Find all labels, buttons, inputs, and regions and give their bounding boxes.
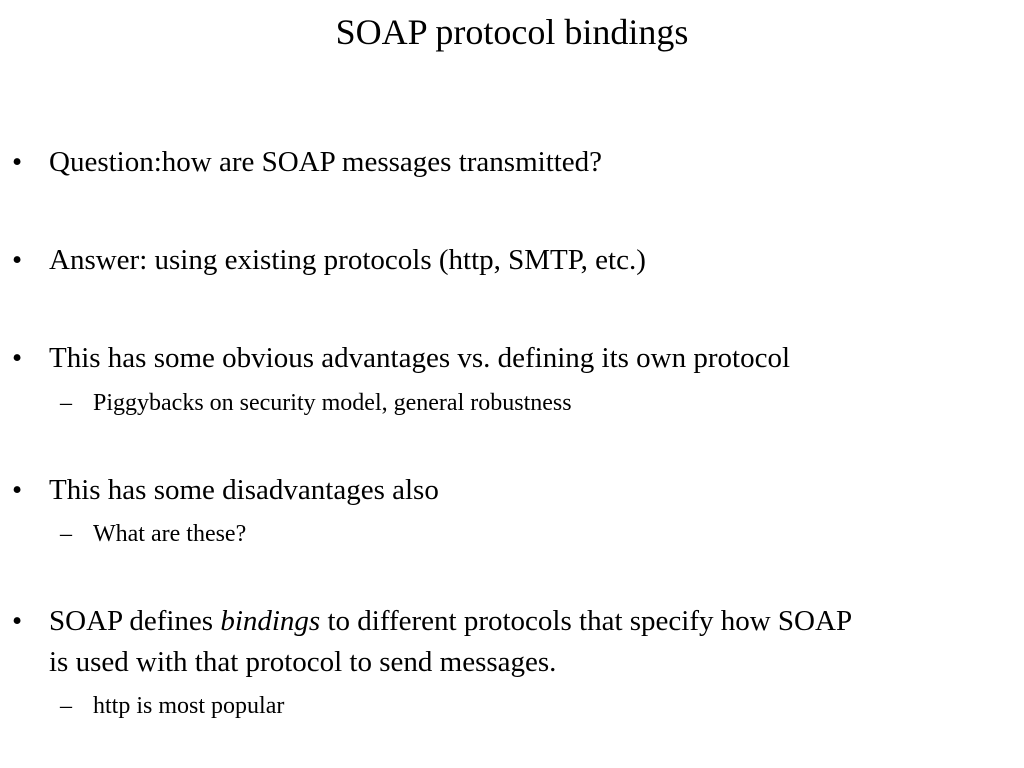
bullet-marker: • bbox=[12, 474, 23, 506]
bullet-marker: • bbox=[12, 342, 23, 374]
sub-bullet-marker: – bbox=[60, 521, 72, 547]
emphasized-term: bindings bbox=[220, 605, 321, 637]
bullet-text: This has some disadvantages also bbox=[49, 474, 439, 506]
sub-bullet-text: http is most popular bbox=[93, 693, 285, 719]
sub-bullet-text: What are these? bbox=[93, 521, 247, 547]
sub-bullet-text: Piggybacks on security model, general robustness bbox=[93, 390, 572, 416]
bullet-text: Answer: using existing protocols (http, SMTP, etc.) bbox=[49, 244, 646, 276]
bullet-marker: • bbox=[12, 244, 23, 276]
slide-title: SOAP protocol bindings bbox=[335, 12, 689, 52]
bullet-text-line2: is used with that protocol to send messages. bbox=[49, 646, 557, 678]
sub-bullet-marker: – bbox=[60, 390, 72, 416]
bullet-text: Question:how are SOAP messages transmitted? bbox=[49, 146, 603, 178]
bullet-text bbox=[49, 601, 1009, 683]
bullet-marker: • bbox=[12, 146, 23, 178]
bullet-text-end: to different protocols that specify how SOAP bbox=[320, 605, 853, 637]
bullet-text-start: SOAP defines bbox=[49, 605, 221, 637]
bullet-marker: • bbox=[12, 605, 23, 637]
bullet-text: This has some obvious advantages vs. defining its own protocol bbox=[49, 342, 791, 374]
sub-bullet-marker: – bbox=[60, 693, 72, 719]
